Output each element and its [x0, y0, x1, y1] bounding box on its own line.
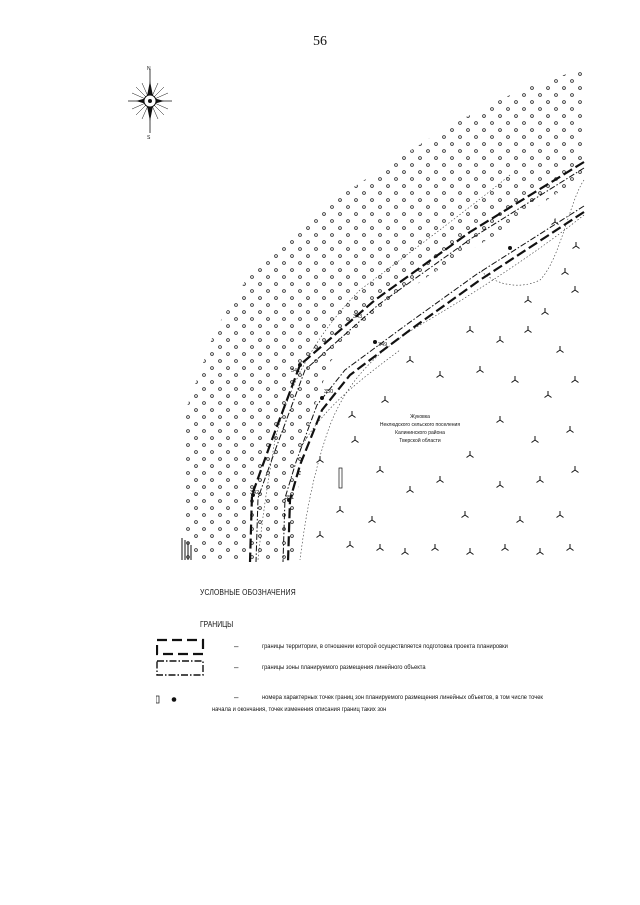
point-label: 342	[250, 490, 260, 496]
village-label	[380, 414, 460, 444]
boundary-point	[508, 246, 512, 250]
compass-north-label: N	[147, 66, 151, 72]
svg-text:Жуковка: Жуковка	[410, 414, 430, 420]
point-label: 343	[353, 314, 363, 320]
point-label: 341	[291, 368, 301, 374]
point-label: 349	[378, 342, 388, 348]
forest-area	[180, 60, 590, 565]
svg-text:Неклюдского сельского поселени: Неклюдского сельского поселения	[379, 422, 461, 428]
legend-item-territory: – границы территории, в отношении которой осуществляется подготовка проекта планировки	[156, 638, 616, 658]
page-number: 56	[313, 34, 327, 49]
legend-title: УСЛОВНЫЕ ОБОЗНАЧЕНИЯ	[200, 588, 296, 597]
territory-boundary-symbol	[156, 638, 206, 658]
boundary-point	[298, 363, 302, 367]
zone-boundary-symbol	[156, 659, 206, 679]
svg-text:Калининского района: Калининского района	[395, 430, 445, 436]
building-marker	[339, 468, 342, 488]
boundary-point	[320, 396, 324, 400]
point-label: 351	[285, 495, 295, 501]
compass-south-label: S	[147, 135, 151, 141]
point-symbol	[156, 694, 186, 708]
point-label: 350	[324, 389, 334, 395]
boundary-point	[373, 340, 377, 344]
legend-section: ГРАНИЦЫ	[200, 620, 234, 629]
legend-item-zone: – границы зоны планируемого размещения линейного объекта	[156, 659, 616, 679]
compass-icon	[128, 69, 172, 133]
legend-item-points: – номера характерных точек границ зон планируемого размещения линейных объектов, в том числе точек начала и окончания, точек изменения описания границ таких зон	[156, 694, 616, 714]
svg-text:Тверской области: Тверской области	[399, 438, 441, 444]
